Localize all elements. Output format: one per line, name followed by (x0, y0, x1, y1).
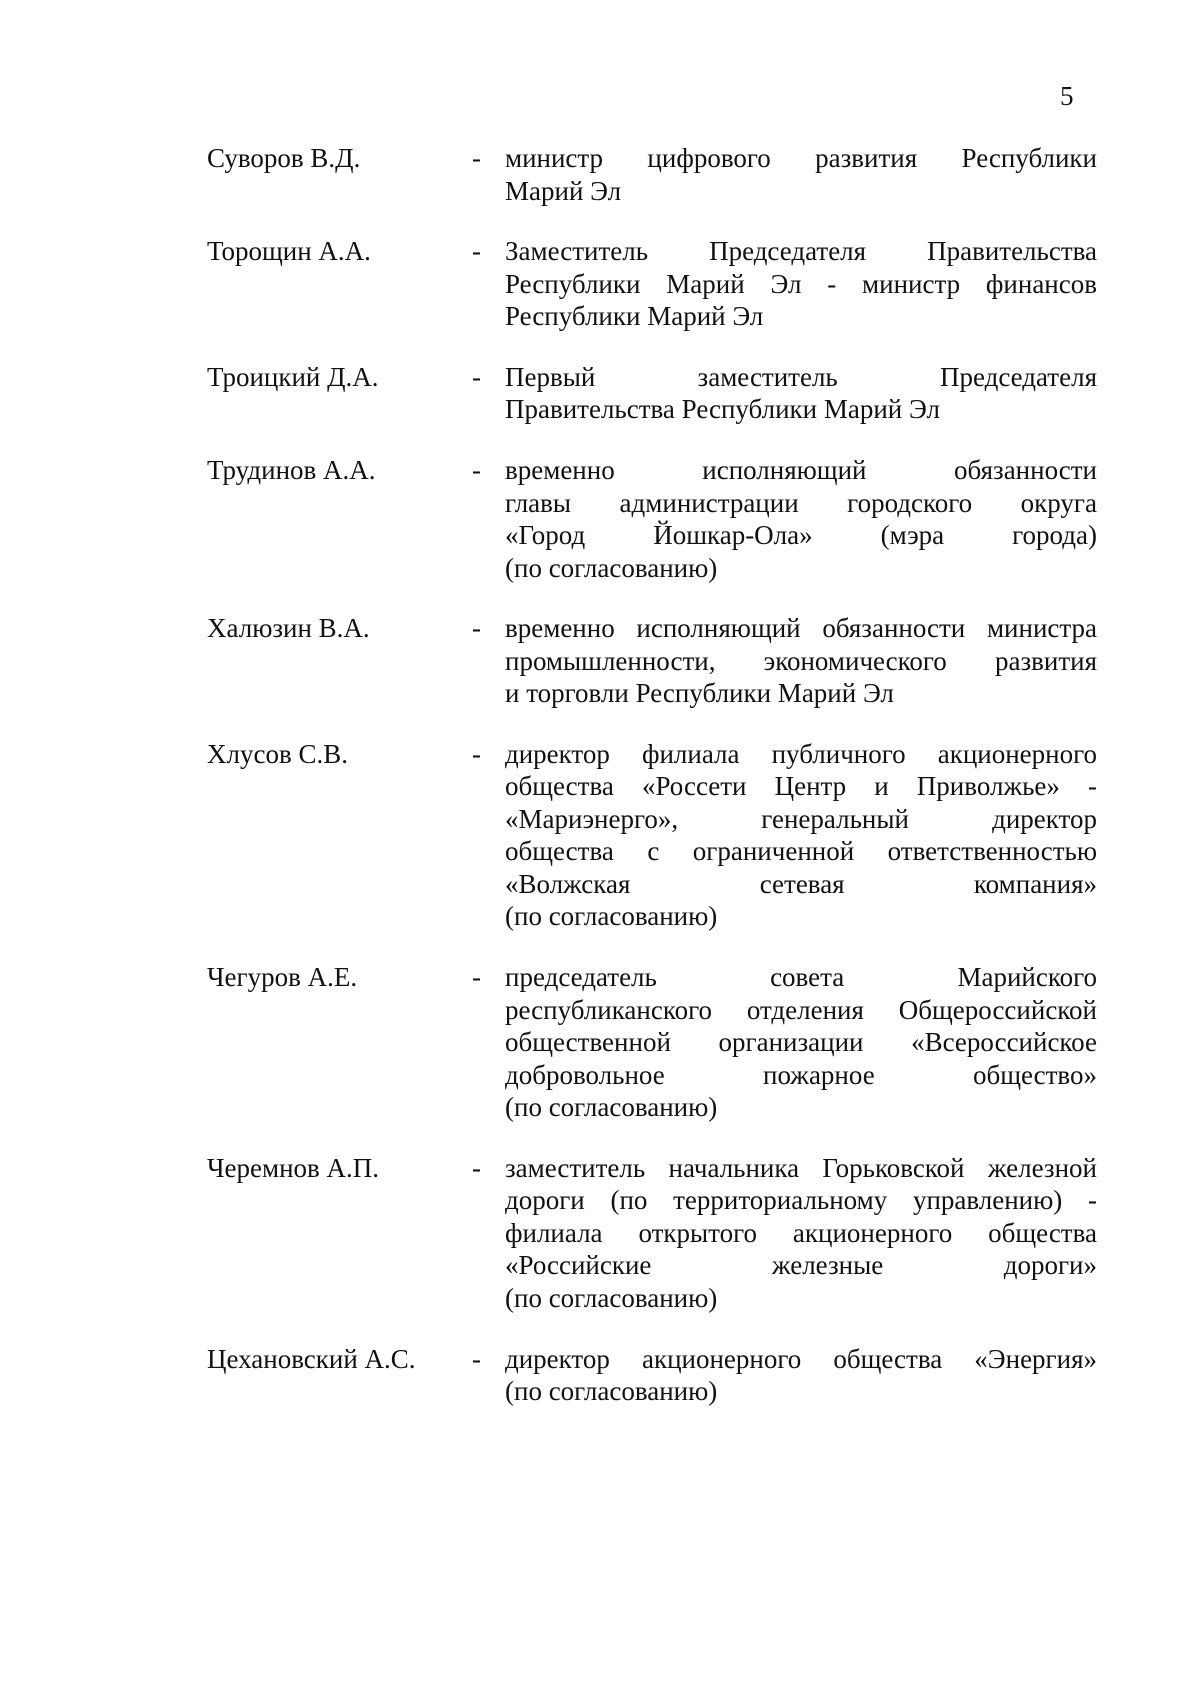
member-name: Хлусов С.В. (207, 738, 348, 769)
position-line: директор филиала публичного акционерного (505, 738, 1097, 769)
position-line: (по согласованию) (505, 1092, 718, 1123)
member-dash: - (472, 738, 481, 769)
position-line: главы администрации городского округа (505, 487, 1097, 518)
member-name: Цехановский А.С. (207, 1343, 416, 1374)
position-line: Марий Эл (505, 175, 622, 206)
member-entry (207, 361, 1097, 426)
member-name: Троицкий Д.А. (207, 361, 379, 392)
member-position (505, 738, 1097, 933)
position-line: промышленности, экономического развития (505, 645, 1097, 676)
member-dash: - (472, 143, 481, 173)
member-dash: - (472, 1152, 481, 1183)
member-entry (207, 454, 1097, 584)
position-line: Заместитель Председателя Правительства (505, 236, 1097, 267)
page-number: 5 (1060, 81, 1074, 111)
position-line: «Город Йошкар-Ола» (мэра города) (505, 520, 1097, 551)
member-dash: - (472, 236, 481, 267)
member-position (505, 235, 1097, 333)
member-entry (207, 235, 1097, 333)
member-dash: - (472, 455, 481, 486)
position-line: Республики Марий Эл (505, 301, 764, 332)
position-line: временно исполняющий обязанности министра (505, 613, 1097, 644)
member-entry (207, 612, 1097, 710)
member-name: Чегуров А.Е. (207, 962, 358, 993)
member-name: Халюзин В.А. (207, 613, 370, 644)
member-entry (207, 1343, 1097, 1408)
position-line: (по согласованию) (505, 1282, 718, 1313)
members-list (207, 142, 1097, 1408)
member-position (505, 612, 1097, 710)
position-line: «Мариэнерго», генеральный директор (505, 803, 1097, 834)
position-line: «Российские железные дороги» (505, 1250, 1097, 1281)
member-name: Черемнов А.П. (207, 1152, 380, 1183)
member-position (505, 1343, 1097, 1408)
position-line: министр цифрового развития Республики (505, 143, 1097, 173)
member-entry (207, 1152, 1097, 1315)
member-entry (207, 738, 1097, 933)
member-entry (207, 961, 1097, 1124)
member-name: Торощин А.А. (207, 236, 371, 267)
position-line: (по согласованию) (505, 901, 718, 932)
member-name: Суворов В.Д. (207, 143, 361, 173)
position-line: филиала открытого акционерного общества (505, 1217, 1097, 1248)
position-line: общества «Россети Центр и Приволжье» - (505, 771, 1097, 802)
member-dash: - (472, 1343, 481, 1374)
member-position (505, 361, 1097, 426)
position-line: дороги (по территориальному управлению) - (505, 1185, 1097, 1216)
member-dash: - (472, 613, 481, 644)
position-line: и торговли Республики Марий Эл (505, 678, 894, 709)
position-line: председатель совета Марийского (505, 962, 1097, 993)
position-line: добровольное пожарное общество» (505, 1059, 1097, 1090)
position-line: временно исполняющий обязанности (505, 455, 1097, 486)
member-position (505, 961, 1097, 1124)
position-line: Правительства Республики Марий Эл (505, 394, 940, 425)
position-line: общества с ограниченной ответственностью (505, 836, 1097, 867)
position-line: (по согласованию) (505, 552, 718, 583)
position-line: заместитель начальника Горьковской железной (505, 1152, 1097, 1183)
member-dash: - (472, 962, 481, 993)
position-line: республиканского отделения Общероссийской (505, 994, 1097, 1025)
position-line: Республики Марий Эл - министр финансов (505, 268, 1097, 299)
position-line: (по согласованию) (505, 1376, 718, 1406)
member-name: Трудинов А.А. (207, 455, 376, 486)
position-line: «Волжская сетевая компания» (505, 868, 1097, 899)
member-dash: - (472, 361, 481, 392)
member-position (505, 1152, 1097, 1315)
position-line: директор акционерного общества «Энергия» (505, 1343, 1097, 1374)
member-entry (207, 142, 1097, 207)
member-position (505, 142, 1097, 207)
position-line: Первый заместитель Председателя (505, 361, 1097, 392)
member-position (505, 454, 1097, 584)
position-line: общественной организации «Всероссийское (505, 1027, 1097, 1058)
